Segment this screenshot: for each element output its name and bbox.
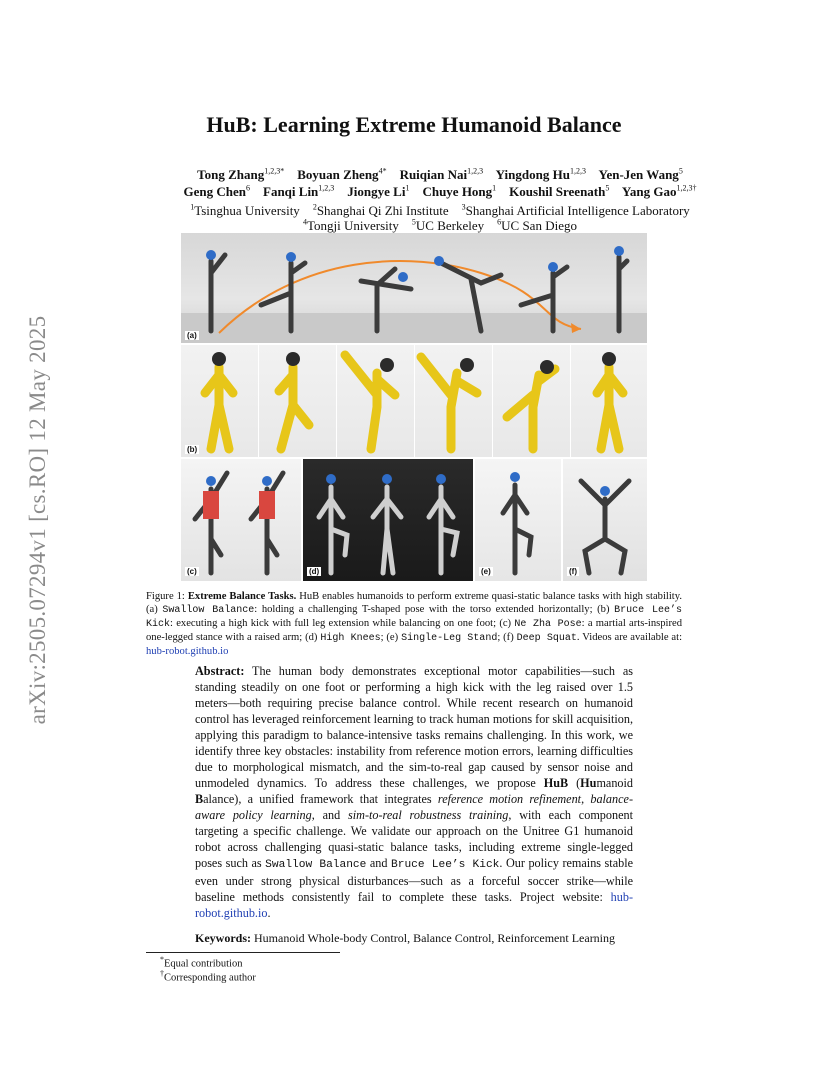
panel-d-drawing (303, 459, 473, 581)
footnote-equal-contribution: *Equal contribution (160, 955, 243, 970)
caption-title: Extreme Balance Tasks. (187, 591, 297, 602)
panel-a-swallow-balance (181, 233, 647, 343)
figure-1 (181, 233, 647, 581)
panel-label-b: (b) (187, 445, 198, 454)
affiliation: $^6$UC San Diego (497, 218, 577, 234)
keywords-text: Humanoid Whole-body Control, Balance Control, Reinforcement Learning (251, 931, 616, 945)
panel-label-d: (d) (309, 567, 320, 576)
author: Fanqi Lin$^{1,2,3}$ (263, 184, 335, 200)
abstract: Abstract: The human body demonstrates exceptional motor capabilities—such as standing steadily on one foot or performing a high kick with the leg raised over 1.5 meters—both requiring precise balance control. While recent research on humanoid control has leveraged reinforcement learning to track human motions for skill acquisition, applying this paradigm to balance-intensive tasks remains challenging. In this work, we identify three key obstacles: instability from reference motion errors, learning difficulties due to morphological mismatch, and the sim-to-real gap caused by sensor noise and unmodeled dynamics. To address these challenges, we propose HuB (Humanoid Balance), a unified framework that integrates reference motion refinement, balance-aware policy learning, and sim-to-real robustness training, with each component targeting a specific challenge. We validate our approach on the Unitree G1 humanoid robot across challenging quasi-static balance tasks, including extreme single-legged poses such as Swallow Balance and Bruce Lee’s Kick. Our policy remains stable even under strong physical disturbances—such as a forceful soccer strike—while baseline methods consistently fail to complete these tasks. Project website: hub-robot.github.io. (195, 664, 633, 920)
keywords-label: Keywords: (195, 931, 251, 945)
keywords (195, 931, 633, 946)
panel-b-drawing (181, 345, 647, 457)
affiliation: $^4$Tongji University (303, 218, 399, 234)
affiliation: $^5$UC Berkeley (411, 218, 485, 234)
panel-c-ne-zha-pose (181, 459, 301, 581)
panel-label-c: (c) (187, 567, 197, 576)
project-link[interactable]: hub-robot.github.io (195, 890, 633, 920)
affiliation-line-2 (120, 215, 760, 234)
author: Chuye Hong$^1$ (422, 184, 497, 200)
author: Geng Chen$^6$ (183, 184, 251, 200)
footnote-corresponding-author: †Corresponding author (160, 969, 256, 984)
panels-c-to-f (181, 459, 647, 581)
panel-f-drawing (563, 459, 647, 581)
author: Tong Zhang$^{1,2,3*}$ (197, 167, 285, 183)
caption-label: Figure 1: (146, 591, 185, 602)
robot-heads (206, 246, 624, 282)
author: Yang Gao$^{1,2,3\dagger}$ (621, 184, 697, 200)
author: Yen-Jen Wang$^5$ (598, 167, 683, 183)
panel-e-drawing (475, 459, 561, 581)
panel-d-high-knees (303, 459, 473, 581)
author: Jiongye Li$^1$ (347, 184, 410, 200)
footnote-rule (146, 952, 340, 953)
panel-label-f: (f) (569, 567, 577, 576)
red-vest (259, 491, 275, 519)
panel-e-single-leg-stand (475, 459, 561, 581)
project-link[interactable]: hub-robot.github.io (146, 646, 229, 657)
affiliation: $^3$Shanghai Artificial Intelligence Laboratory (461, 203, 690, 219)
author: Yingdong Hu$^{1,2,3}$ (495, 167, 586, 183)
affiliation: $^2$Shanghai Qi Zhi Institute (312, 203, 449, 219)
panel-f-deep-squat (563, 459, 647, 581)
arxiv-identifier: arXiv:2505.07294v1 [cs.RO] 12 May 2025 (25, 315, 50, 725)
yellow-suit-figures (205, 355, 623, 449)
panel-label-a: (a) (187, 331, 197, 340)
author: Koushil Sreenath$^5$ (509, 184, 610, 200)
panel-b-bruce-lee-kick (181, 345, 647, 457)
red-vest (203, 491, 219, 519)
figure-caption: Figure 1: Extreme Balance Tasks. HuB enables humanoids to perform extreme quasi-static balance tasks with high stability. (a) Swallow Balance: holding a challenging T-shaped pose with the torso extended horizontally; (b) Bruce Lee’s Kick: executing a high kick with full leg extension while balancing on one foot; (c) Ne Zha Pose: a martial arts-inspired one-legged stance with a raised arm; (d) High Knees; (e) Single-Leg Stand; (f) Deep Squat. Videos are available at: hub-robot.github.io (146, 591, 683, 657)
paper-title: HuB: Learning Extreme Humanoid Balance (206, 112, 622, 137)
panel-a-drawing (181, 233, 647, 343)
panel-label-e: (e) (481, 567, 491, 576)
affiliation: $^1$Tsinghua University (190, 203, 300, 219)
author: Boyuan Zheng$^{4*}$ (297, 167, 387, 183)
author: Ruiqian Nai$^{1,2,3}$ (399, 167, 484, 183)
panel-c-drawing (181, 459, 301, 581)
abstract-label: Abstract: (195, 664, 245, 678)
author-line-2 (120, 180, 760, 200)
